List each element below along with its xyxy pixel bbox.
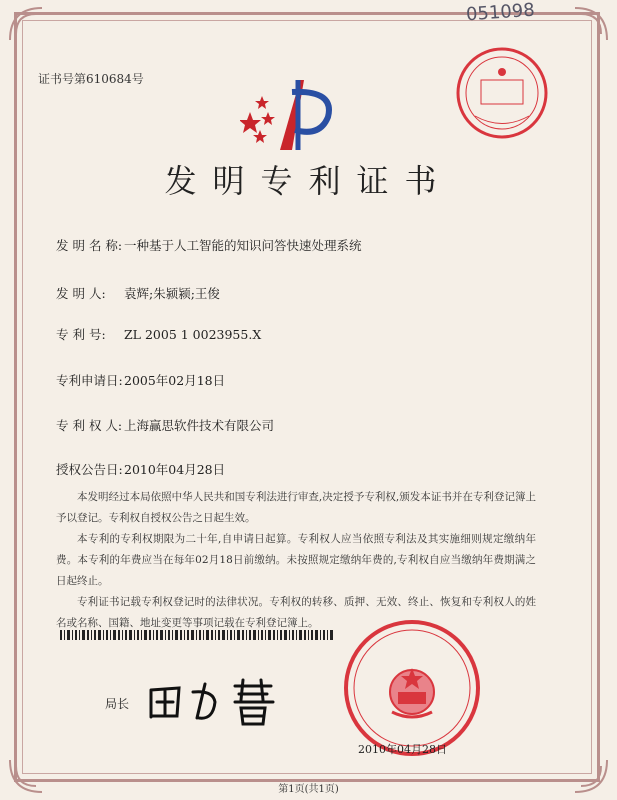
body-paragraph: 专利证书记载专利权登记时的法律状况。专利权的转移、质押、无效、终止、恢复和专利权人的姓名或名称、国籍、地址变更等事项记载在专利登记簿上。 — [56, 596, 536, 629]
field-label: 发 明 名 称: — [56, 238, 123, 253]
field-label: 专 利 权 人: — [56, 418, 123, 433]
field-label: 发 明 人: — [56, 286, 106, 301]
field-label: 授权公告日: — [56, 462, 123, 477]
body-paragraph: 本专利的专利权期限为二十年,自申请日起算。专利权人应当依照专利法及其实施细则规定缴纳年费。本专利的年费应当在每年02月18日前缴纳。未按照规定缴纳年费的,专利权自应当缴纳年费期满之日起终止。 — [56, 533, 536, 587]
field-row — [56, 236, 362, 254]
body-paragraph: 本发明经过本局依照中华人民共和国专利法进行审查,决定授予专利权,颁发本证书并在专利登记簿上予以登记。专利权自授权公告之日起生效。 — [56, 491, 536, 524]
field-row — [56, 460, 225, 478]
handwritten-note: 051098 — [465, 0, 536, 26]
field-row — [56, 371, 225, 389]
field-label: 专 利 号: — [56, 327, 106, 342]
field-row — [56, 325, 261, 343]
barcode — [60, 630, 335, 640]
field-row — [56, 284, 220, 302]
corner-ornament-top-left — [6, 4, 46, 44]
field-value: 2010年04月28日 — [124, 462, 226, 477]
national-ip-office-seal — [342, 618, 482, 758]
authentication-seal — [455, 46, 550, 141]
page-number: 第1页(共1页) — [278, 784, 339, 795]
field-value: ZL 2005 1 0023955.X — [124, 327, 262, 342]
patent-office-logo — [240, 72, 340, 152]
seal-date: 2010年04月28日 — [358, 743, 447, 756]
certificate-number: 证书号第610684号 — [38, 72, 144, 86]
field-value: 上海赢思软件技术有限公司 — [124, 418, 275, 433]
field-value: 2005年02月18日 — [124, 373, 226, 388]
corner-ornament-top-right — [571, 4, 611, 44]
field-value: 袁辉;朱颍颍;王俊 — [124, 286, 220, 301]
signature-label: 局长 — [105, 697, 130, 711]
field-label: 专利申请日: — [56, 373, 123, 388]
field-value: 一种基于人工智能的知识问答快速处理系统 — [124, 238, 362, 253]
field-row — [56, 416, 274, 434]
certificate-body — [56, 487, 536, 634]
director-signature — [143, 672, 283, 727]
page-title: 发明专利证书 — [164, 162, 453, 200]
